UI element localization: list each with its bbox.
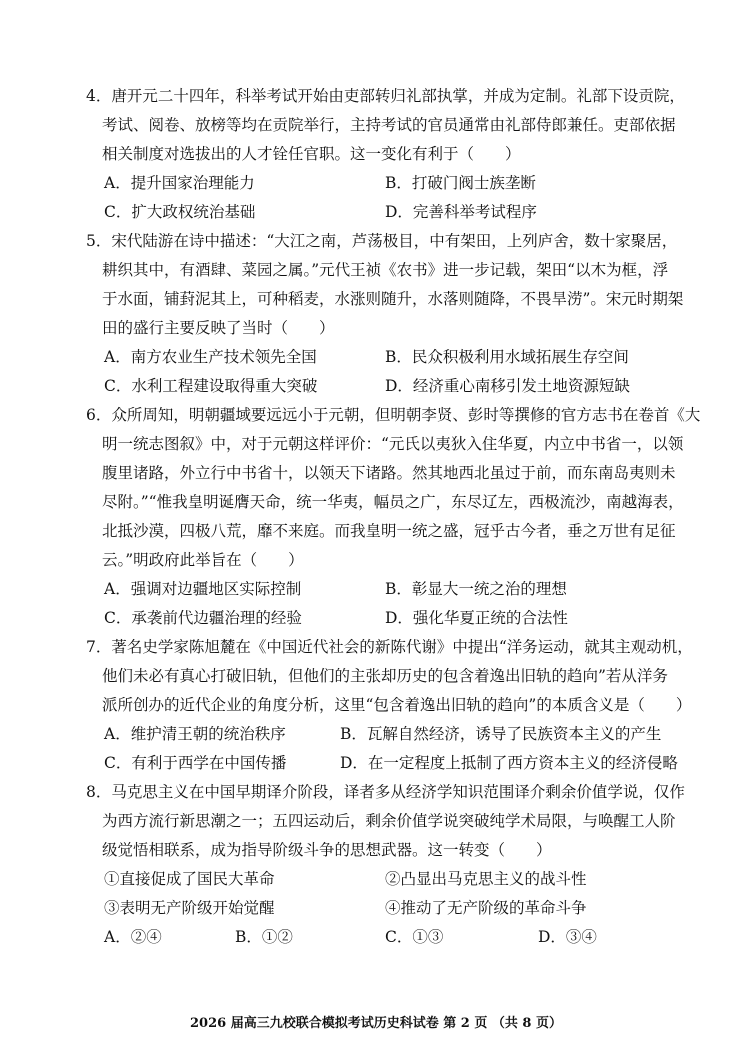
- option-a: A．南方农业生产技术领先全国: [104, 348, 317, 366]
- statement-2: ②凸显出马克思主义的战斗性: [385, 870, 587, 888]
- question-6-line-4: 尽附。”“惟我皇明诞膺天命，统一华夷，幅员之广，东尽辽左，西极流沙，南越海表，: [102, 493, 684, 511]
- option-c: C．有利于西学在中国传播: [104, 754, 287, 772]
- question-4-line-1: 4．唐开元二十四年，科举考试开始由吏部转归礼部执掌，并成为定制。礼部下设贡院，: [86, 87, 685, 105]
- option-b: B．瓦解自然经济，诱导了民族资本主义的产生: [340, 725, 662, 743]
- question-5-line-4: 田的盛行主要反映了当时（ ）: [102, 319, 335, 337]
- option-b: B．①②: [235, 928, 293, 946]
- question-6-line-1: 6．众所周知，明朝疆域要远远小于元朝，但明朝李贤、彭时等撰修的官方志书在卷首《大: [86, 406, 701, 424]
- question-6-line-6: 云。”明政府此举旨在（ ）: [102, 551, 304, 569]
- option-d: D．经济重心南移引发土地资源短缺: [385, 377, 630, 395]
- option-b: B．彰显大一统之治的理想: [385, 580, 567, 598]
- option-a: A．提升国家治理能力: [104, 174, 255, 192]
- question-5-line-1: 5．宋代陆游在诗中描述：“大江之南，芦荡极目，中有架田，上列庐舍，数十家聚居，: [86, 232, 678, 250]
- question-5-line-2: 耕织其中，有酒肆、菜园之属。”元代王祯《农书》进一步记载，架田“以木为框，浮: [102, 261, 669, 279]
- statement-3: ③表明无产阶级开始觉醒: [104, 899, 275, 917]
- option-c: C．水利工程建设取得重大突破: [104, 377, 318, 395]
- question-8-line-1: 8．马克思主义在中国早期译介阶段，译者多从经济学知识范围译介剩余价值学说，仅作: [86, 783, 685, 801]
- question-6-line-2: 明一统志图叙》中，对于元朝这样评价：“元氏以夷狄入住华夏，内立中书省一，以领: [102, 435, 684, 453]
- question-8-line-3: 级觉悟相联系，成为指导阶级斗争的思想武器。这一转变（ ）: [102, 841, 552, 859]
- page-footer: 2026 届高三九校联合模拟考试历史科试卷 第 2 页 （共 8 页）: [190, 1016, 562, 1031]
- option-d: D．强化华夏正统的合法性: [385, 609, 568, 627]
- option-a: A．强调对边疆地区实际控制: [104, 580, 302, 598]
- question-7-line-2: 他们未必有真心打破旧轨，但他们的主张却历史的包含着逸出旧轨的趋向”若从洋务: [102, 667, 668, 685]
- option-b: B．打破门阀士族垄断: [385, 174, 536, 192]
- option-a: A．维护清王朝的统治秩序: [104, 725, 286, 743]
- question-7-line-1: 7．著名史学家陈旭麓在《中国近代社会的新陈代谢》中提出“洋务运动，就其主观动机，: [86, 638, 693, 656]
- option-a: A．②④: [104, 928, 162, 946]
- question-7-line-3: 派所创办的近代企业的角度分析，这里“包含着逸出旧轨的趋向”的本质含义是（ ）: [102, 696, 692, 714]
- option-d: D．在一定程度上抵制了西方资本主义的经济侵略: [340, 754, 678, 772]
- question-5-line-3: 于水面，铺葑泥其上，可种稻麦，水涨则随升，水落则随降，不畏旱涝”。宋元时期架: [102, 290, 684, 308]
- option-c: C．承袭前代边疆治理的经验: [104, 609, 302, 627]
- statement-4: ④推动了无产阶级的革命斗争: [385, 899, 587, 917]
- option-d: D．完善科举考试程序: [385, 203, 537, 221]
- question-4-line-2: 考试、阅卷、放榜等均在贡院举行，主持考试的官员通常由礼部侍郎兼任。吏部依据: [102, 116, 676, 134]
- statement-1: ①直接促成了国民大革命: [104, 870, 275, 888]
- option-b: B．民众积极利用水域拓展生存空间: [385, 348, 629, 366]
- option-c: C．①③: [385, 928, 444, 946]
- question-4-line-3: 相关制度对选拔出的人才铨任官职。这一变化有利于（ ）: [102, 145, 521, 163]
- question-6-line-5: 北抵沙漠，四极八荒，靡不来庭。而我皇明一统之盛，冠乎古今者，垂之万世有足征: [102, 522, 676, 540]
- option-c: C．扩大政权统治基础: [104, 203, 256, 221]
- question-6-line-3: 腹里诸路，外立行中书省十，以领天下诸路。然其地西北虽过于前，而东南岛夷则未: [102, 464, 676, 482]
- question-8-line-2: 为西方流行新思潮之一；五四运动后，剩余价值学说突破纯学术局限，与唤醒工人阶: [102, 812, 676, 830]
- option-d: D．③④: [538, 928, 597, 946]
